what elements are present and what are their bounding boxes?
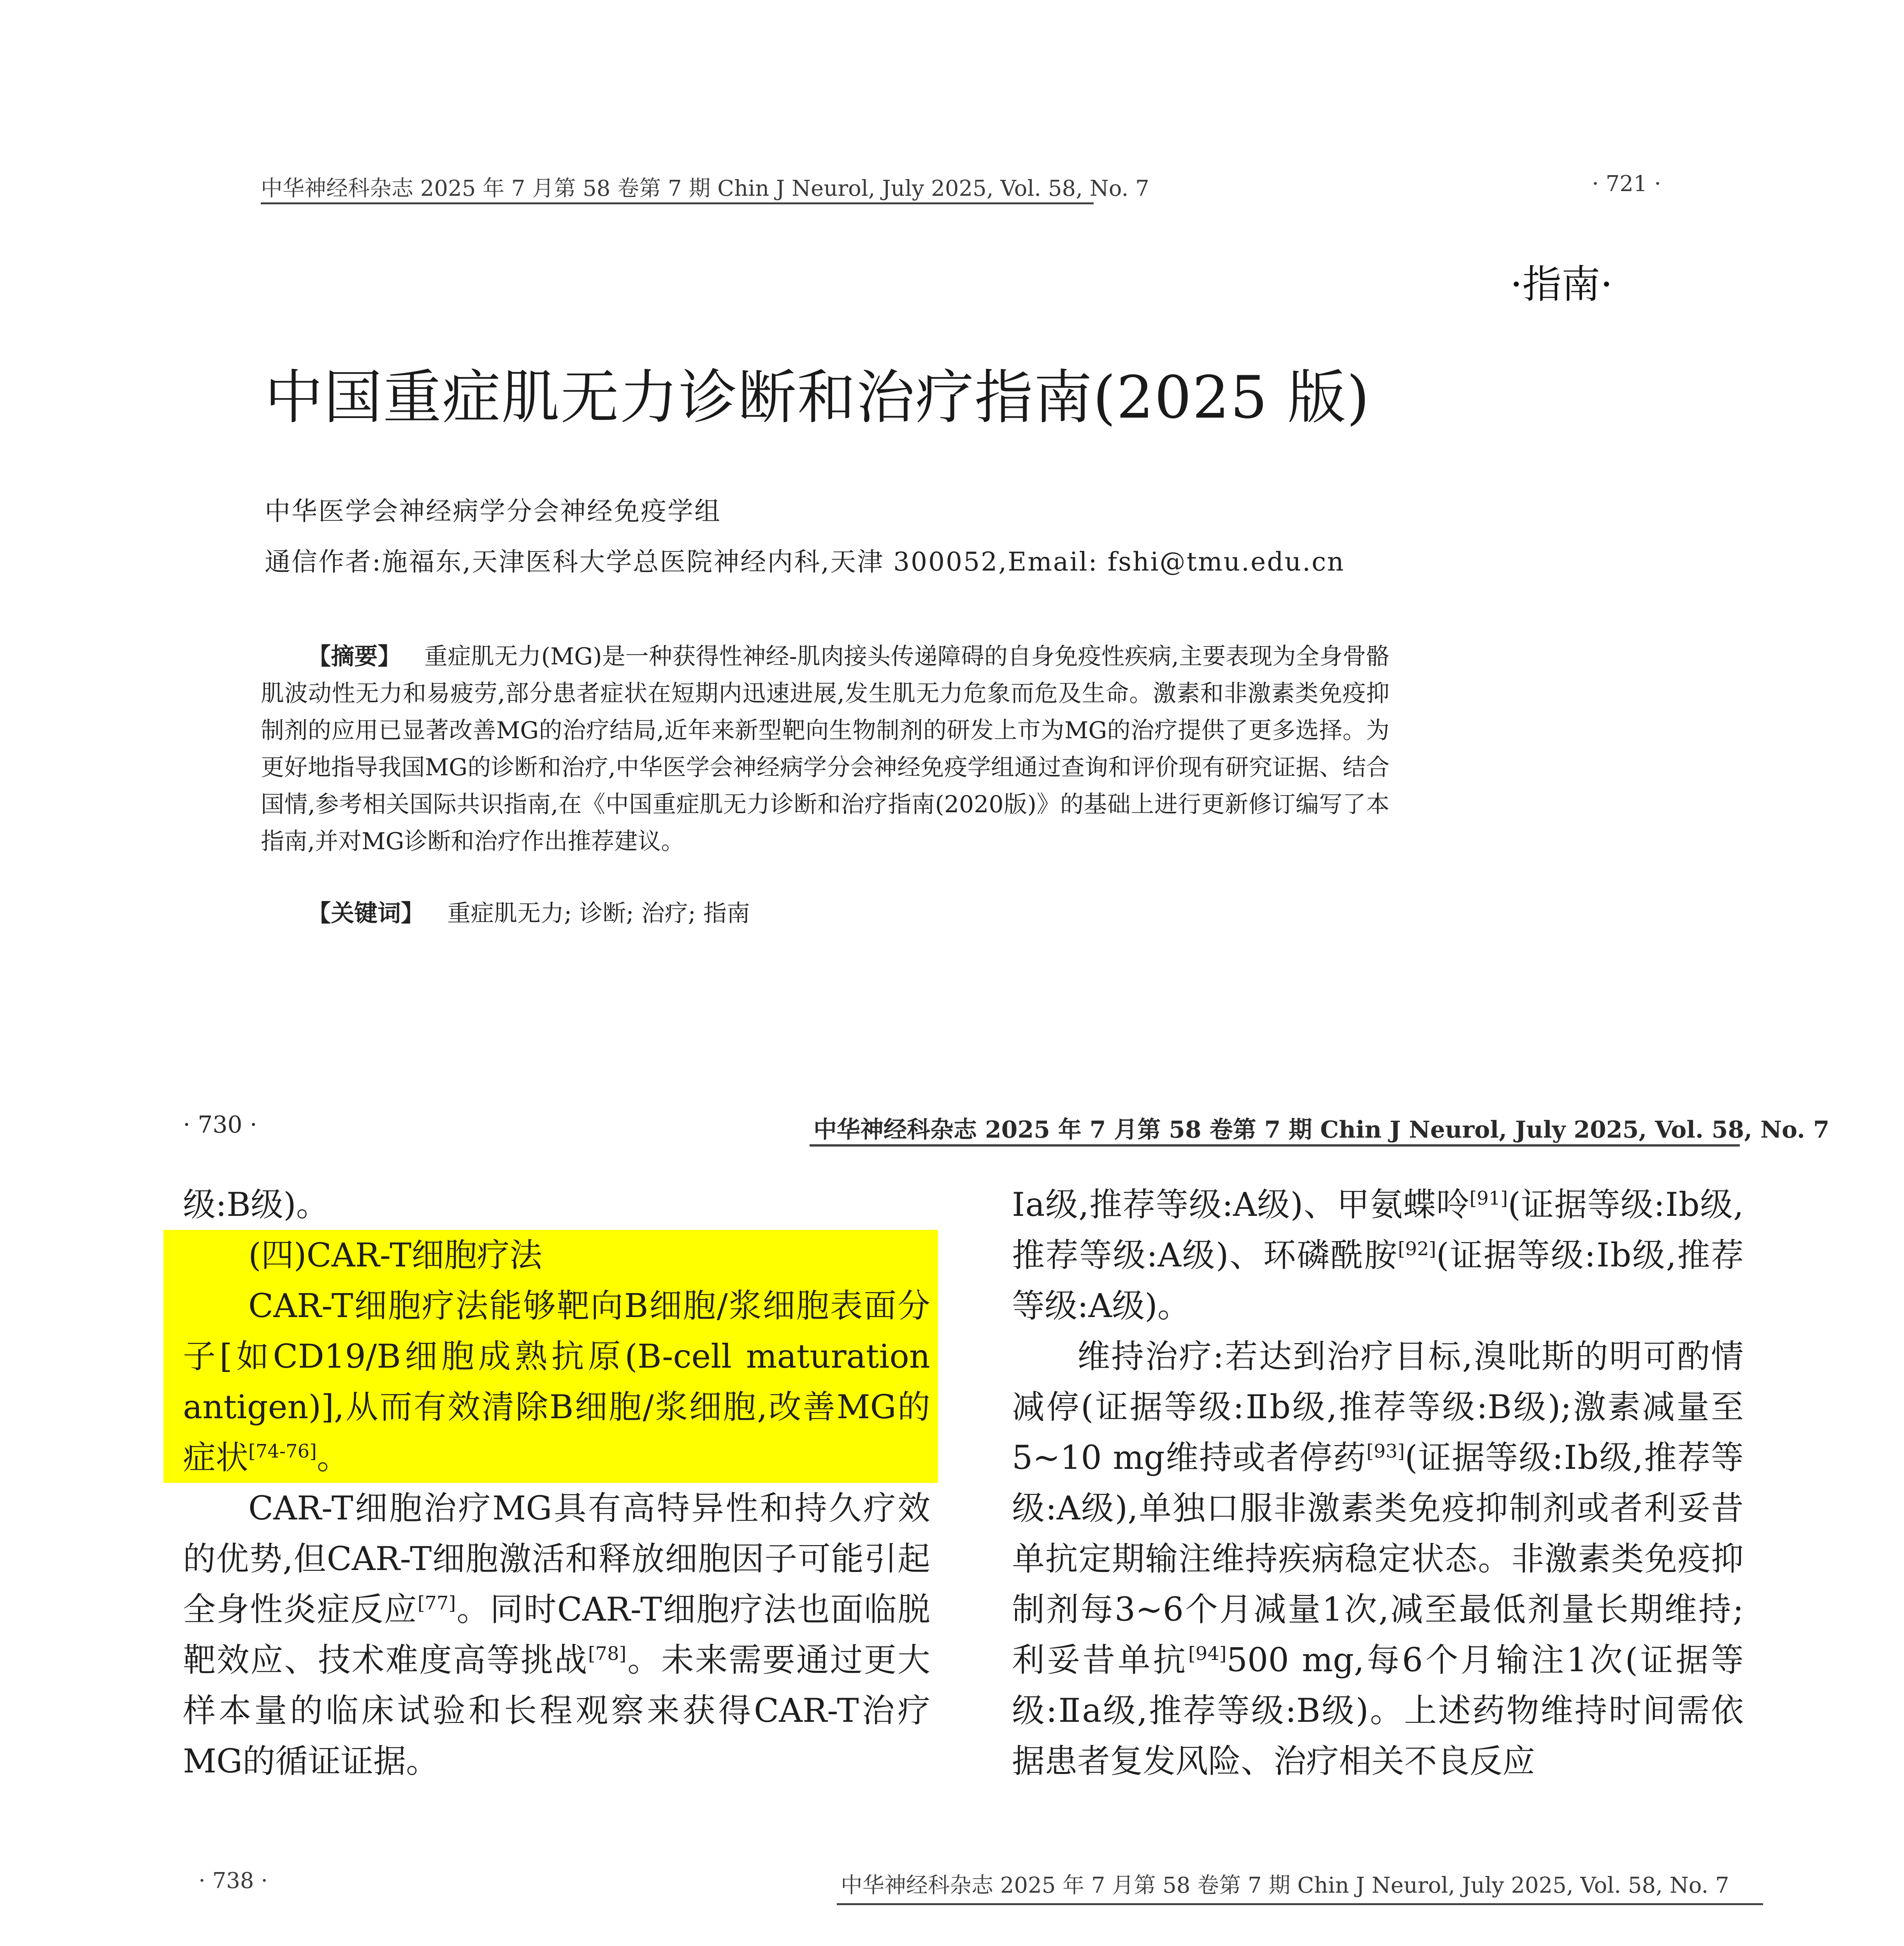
car-t-paragraph: CAR-T细胞疗法能够靶向B细胞/浆细胞表面分子[如CD19/B细胞成熟抗原(B-cell maturation antigen)],从而有效清除B细胞/浆细胞,改善MG的症状[74-76]。 — [183, 1287, 930, 1477]
citation: [91] — [1469, 1187, 1508, 1209]
right-column-730 — [1012, 1179, 1744, 1786]
journal-header-730: 中华神经科杂志 2025 年 7 月第 58 卷第 7 期 Chin J Neurol, July 2025, Vol. 58, No. 7 — [813, 1116, 1830, 1143]
page-number: · 721 · — [1592, 171, 1662, 197]
car-t-paragraph-2: CAR-T细胞治疗MG具有高特异性和持久疗效的优势,但CAR-T细胞激活和释放细胞因子可能引起全身性炎症反应[77]。同时CAR-T细胞疗法也面临脱靶效应、技术难度高等挑战[78]。未来需要通过更大样本量的临床试验和长程观察来获得CAR-T治疗MG的循证证据。 — [183, 1489, 930, 1780]
abstract-text: 重症肌无力(MG)是一种获得性神经-肌肉接头传递障碍的自身免疫性疾病,主要表现为全身骨骼肌波动性无力和易疲劳,部分患者症状在短期内迅速进展,发生肌无力危象而危及生命。激素和非激素类免疫抑制剂的应用已显著改善MG的治疗结局,近年来新型靶向生物制剂的研发上市为MG的治疗提供了更多选择。为更好地指导我国MG的诊断和治疗,中华医学会神经病学分会神经免疫学组通过查询和评价现有研究证据、结合国情,参考相关国际共识指南,在《中国重症肌无力诊断和治疗指南(2020版)》的基础上进行更新修订编写了本指南,并对MG诊断和治疗作出推荐建议。 — [261, 643, 1389, 855]
section-tag: ·指南· — [1510, 262, 1613, 307]
header-rule — [261, 202, 1094, 204]
header-rule-738 — [837, 1903, 1763, 1905]
citation: [74-76] — [248, 1440, 317, 1462]
article-title: 中国重症肌无力诊断和治疗指南(2025 版) — [265, 364, 1370, 432]
maintenance-paragraph: 维持治疗:若达到治疗目标,溴吡斯的明可酌情减停(证据等级:Ⅱb级,推荐等级:B级);激素减量至5~10 mg维持或者停药[93](证据等级:Ⅰb级,推荐等级:A级),单独口服非激素类免疫抑制剂或者利妥昔单抗定期输注维持疾病稳定状态。非激素类免疫抑制剂每3~6个月减量1次,减至最低剂量长期维持;利妥昔单抗[94]500 mg,每6个月输注1次(证据等级:Ⅱa级,推荐等级:B级)。上述药物维持时间需依据患者复发风险、治疗相关不良反应 — [1012, 1337, 1744, 1780]
citation: [93] — [1366, 1440, 1405, 1462]
page-number-730: · 730 · — [183, 1111, 257, 1138]
left-column-730 — [183, 1179, 930, 1786]
keywords-label: 【关键词】 — [307, 900, 424, 927]
citation: [78] — [588, 1643, 627, 1665]
text-paragraph: Ⅰa级,推荐等级:A级)、甲氨蝶呤[91](证据等级:Ⅰb级,推荐等级:A级)、环磷酰胺[92](证据等级:Ⅰb级,推荐等级:A级)。 — [1012, 1186, 1744, 1325]
journal-header-738: 中华神经科杂志 2025 年 7 月第 58 卷第 7 期 Chin J Neurol, July 2025, Vol. 58, No. 7 — [841, 1873, 1729, 1898]
subsection-heading: (四)CAR-T细胞疗法 — [248, 1236, 543, 1274]
citation: [94] — [1188, 1643, 1227, 1665]
keywords — [261, 895, 1389, 932]
keywords-text: 重症肌无力; 诊断; 治疗; 指南 — [447, 900, 750, 927]
text-line: 级:B级)。 — [183, 1186, 329, 1224]
corresponding-author: 通信作者:施福东,天津医科大学总医院神经内科,天津 300052,Email: fshi@tmu.edu.cn — [265, 547, 1345, 577]
page-number-738: · 738 · — [198, 1868, 268, 1893]
journal-header: 中华神经科杂志 2025 年 7 月第 58 卷第 7 期 Chin J Neurol, July 2025, Vol. 58, No. 7 — [261, 176, 1149, 201]
abstract-label: 【摘要】 — [307, 643, 401, 670]
abstract — [261, 638, 1389, 860]
author-org: 中华医学会神经病学分会神经免疫学组 — [265, 496, 721, 526]
citation: [77] — [417, 1592, 456, 1614]
citation: [92] — [1398, 1238, 1436, 1260]
header-rule-730 — [810, 1144, 1740, 1147]
